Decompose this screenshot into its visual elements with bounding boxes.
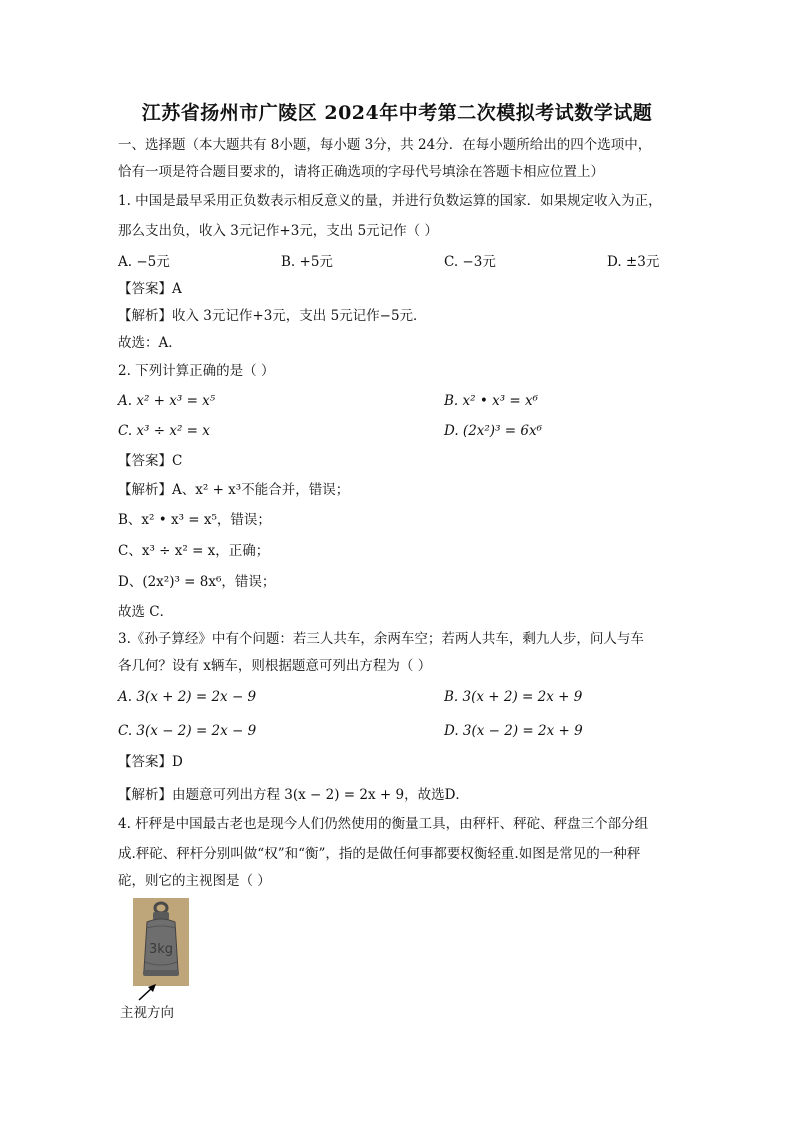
view-direction-caption: 主视方向: [120, 1005, 174, 1021]
q3-option-a: A. 3(x + 2) = 2x − 9: [118, 689, 257, 705]
q3-option-b: B. 3(x + 2) = 2x + 9: [444, 689, 583, 705]
q2-stem: 2. 下列计算正确的是（ ）: [118, 363, 275, 379]
q2-option-c: C. x³ ÷ x² = x: [118, 423, 210, 439]
q1-stem-line2: 那么支出负，收入 3元记作+3元，支出 5元记作（ ）: [118, 223, 438, 239]
q4-stem-line1: 4. 杆秤是中国最古老也是现今人们仍然使用的衡量工具，由秤杆、秤砣、秤盘三个部分组: [118, 816, 649, 832]
q1-answer: 【答案】A: [118, 281, 182, 297]
q3-option-d: D. 3(x − 2) = 2x + 9: [444, 723, 583, 739]
q1-option-a: A. −5元: [118, 254, 170, 270]
steelyard-weight-photo: [133, 898, 189, 986]
q1-option-c: C. −3元: [444, 254, 496, 270]
weight-label: 3kg: [148, 942, 174, 957]
view-direction-arrow-icon: [135, 982, 161, 1002]
q3-stem-line1: 3.《孙子算经》中有个问题：若三人共车，余两车空；若两人共车，剩九人步，问人与车: [118, 631, 644, 647]
section-instructions-line1: 一、选择题（本大题共有 8小题，每小题 3分，共 24分．在每小题所给出的四个选项中，: [118, 137, 652, 153]
q2-analysis-d: D、(2x²)³ = 8x⁶，错误；: [118, 574, 276, 590]
q3-option-c: C. 3(x − 2) = 2x − 9: [118, 723, 257, 739]
q1-conclusion: 故选：A．: [118, 335, 182, 351]
steelyard-weight-illustration: [133, 898, 189, 986]
q3-analysis: 【解析】由题意可列出方程 3(x − 2) = 2x + 9，故选D．: [118, 787, 469, 803]
q2-option-d: D. (2x²)³ = 6x⁶: [444, 423, 542, 439]
q1-stem-line1: 1. 中国是最早采用正负数表示相反意义的量，并进行负数运算的国家．如果规定收入为正，: [118, 193, 662, 209]
section-instructions-line2: 恰有一项是符合题目要求的，请将正确选项的字母代号填涂在答题卡相应位置上）: [118, 164, 604, 180]
page-title: 江苏省扬州市广陵区 2024年中考第二次模拟考试数学试题: [141, 102, 653, 124]
q1-option-b: B. +5元: [281, 254, 333, 270]
q2-answer: 【答案】C: [118, 453, 183, 469]
q4-stem-line3: 砣，则它的主视图是（ ）: [118, 873, 271, 889]
q3-stem-line2: 各几何？设有 x辆车，则根据题意可列出方程为（ ）: [118, 658, 432, 674]
q1-analysis: 【解析】收入 3元记作+3元，支出 5元记作−5元．: [118, 308, 427, 324]
q2-conclusion: 故选 C．: [118, 604, 174, 620]
q2-analysis-a: 【解析】A、x² + x³不能合并，错误；: [118, 482, 350, 498]
q2-analysis-b: B、x² • x³ = x⁵，错误；: [118, 512, 271, 528]
q2-analysis-c: C、x³ ÷ x² = x，正确；: [118, 543, 270, 559]
q3-answer: 【答案】D: [118, 754, 183, 770]
q2-option-a: A. x² + x³ = x⁵: [118, 393, 216, 409]
q4-stem-line2: 成.秤砣、秤杆分别叫做“权”和“衡”，指的是做任何事都要权衡轻重.如图是常见的一种秤: [118, 846, 641, 862]
q1-option-d: D. ±3元: [607, 254, 660, 270]
q2-option-b: B. x² • x³ = x⁶: [444, 393, 539, 409]
